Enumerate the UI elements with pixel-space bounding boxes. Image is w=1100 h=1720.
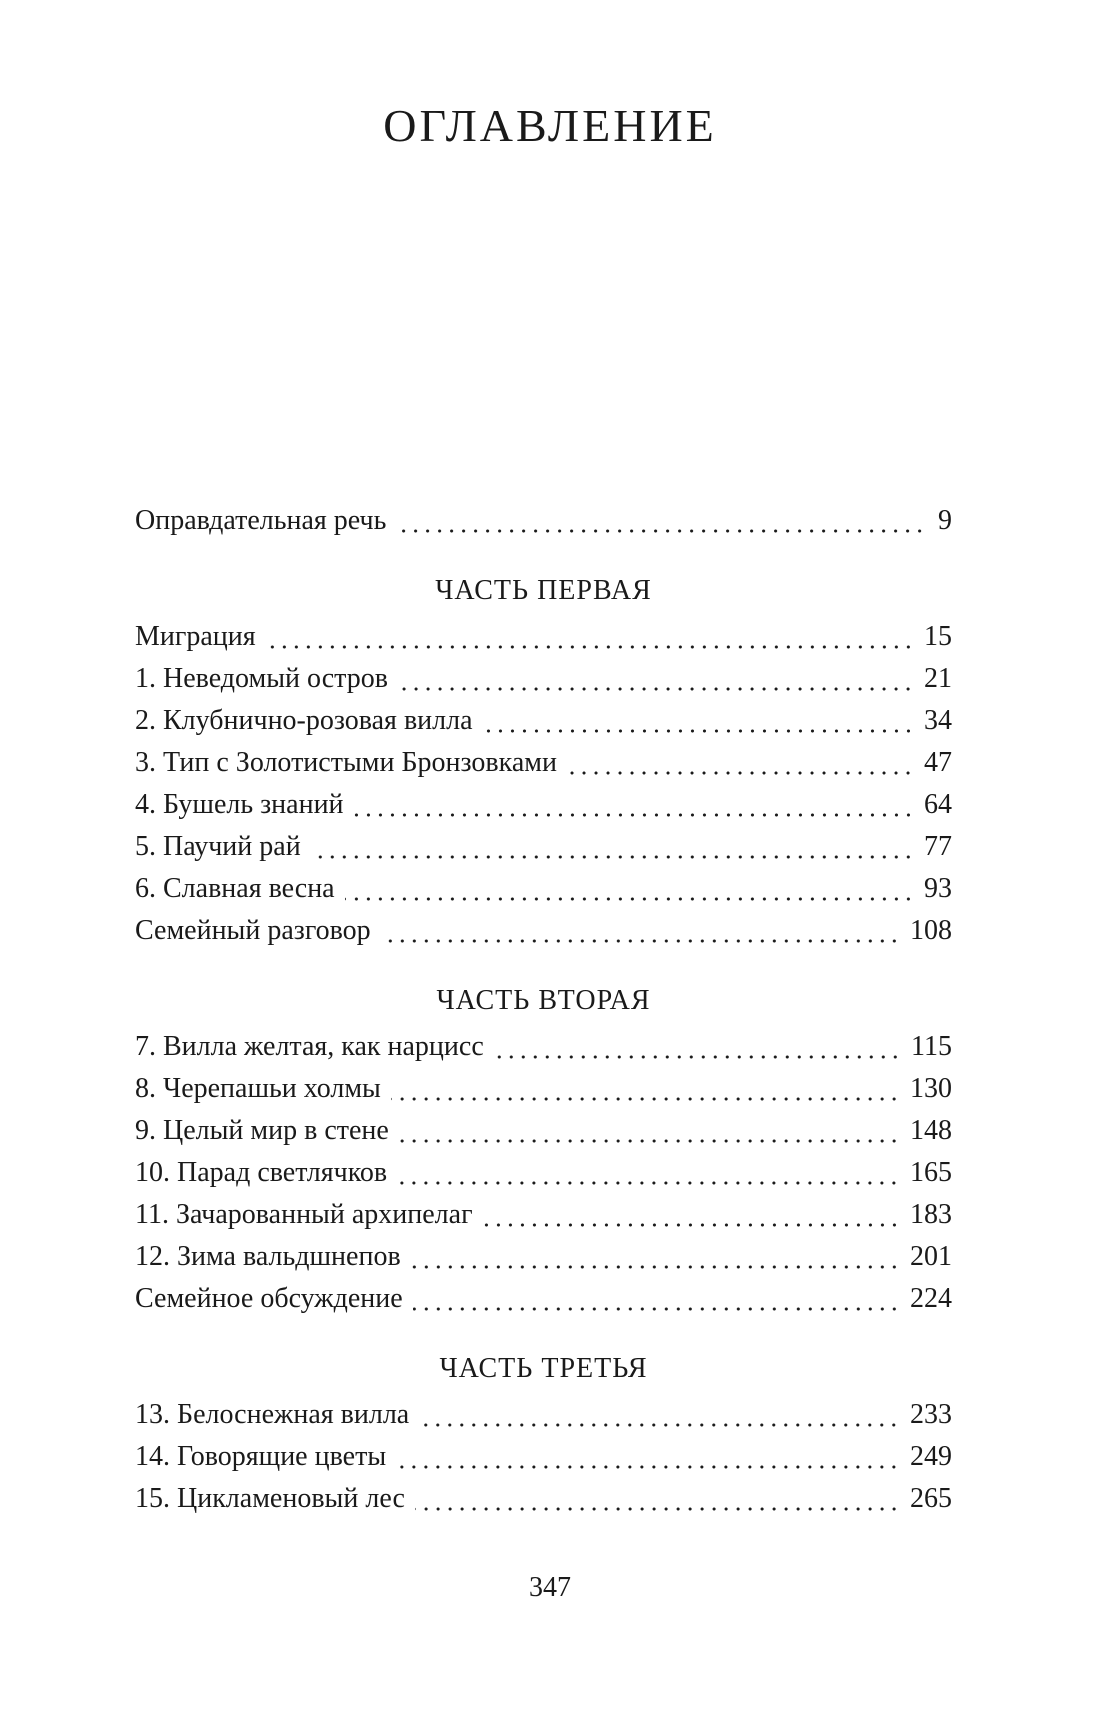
toc-entry [135, 1068, 952, 1110]
page-title: ОГЛАВЛЕНИЕ [383, 100, 717, 151]
part-heading-1: ЧАСТЬ ПЕРВАЯ [435, 575, 652, 606]
toc-entry-label: 7. Вилла желтая, как нарцисс [135, 1031, 484, 1062]
toc-entry-label: 10. Парад светлячков [135, 1157, 388, 1188]
toc-entry [135, 1194, 952, 1236]
toc-entry-page: 130 [910, 1073, 952, 1104]
dot-leader [419, 1423, 900, 1427]
toc-entry-label: 6. Славная весна [135, 873, 335, 904]
toc-entry-intro [135, 500, 952, 542]
dot-leader [415, 1507, 900, 1511]
toc-entry-page: 108 [910, 915, 952, 946]
toc-entry-label: 15. Цикламеновый лес [135, 1483, 405, 1514]
toc-entry-label: 14. Говорящие цветы [135, 1441, 387, 1472]
part-heading-3: ЧАСТЬ ТРЕТЬЯ [439, 1353, 648, 1384]
toc-entry-label: 5. Паучий рай [135, 831, 301, 862]
dot-leader [396, 1465, 900, 1469]
toc-entry-page: 21 [924, 663, 952, 694]
dot-leader [391, 1097, 900, 1101]
dot-leader [266, 645, 914, 649]
toc-entry [135, 616, 952, 658]
dot-leader [411, 1265, 900, 1269]
toc-entry [135, 1394, 952, 1436]
toc-entry-page: 249 [910, 1441, 952, 1472]
toc-entry-page: 93 [924, 873, 952, 904]
toc-entry-page: 183 [910, 1199, 952, 1230]
dot-leader [413, 1307, 900, 1311]
toc-entry [135, 910, 952, 952]
toc-entry [135, 700, 952, 742]
toc-entry [135, 1110, 952, 1152]
dot-leader [345, 897, 914, 901]
dot-leader [398, 687, 914, 691]
toc-entry-label: Семейное обсуждение [135, 1283, 403, 1314]
toc-entry-label: 11. Зачарованный архипелаг [135, 1199, 473, 1230]
toc-entry-page: 165 [910, 1157, 952, 1188]
page-number: 347 [529, 1572, 571, 1603]
toc-entry-page: 64 [924, 789, 952, 820]
dot-leader [396, 529, 926, 533]
toc-entry-label: 2. Клубнично-розовая вилла [135, 705, 473, 736]
toc-entry-page: 47 [924, 747, 952, 778]
toc-entry [135, 1236, 952, 1278]
toc-entry-label: Миграция [135, 621, 256, 652]
toc-entry-label: 9. Целый мир в стене [135, 1115, 389, 1146]
toc-entry-label: 4. Бушель знаний [135, 789, 344, 820]
toc-entry-page: 224 [910, 1283, 952, 1314]
toc-entry [135, 658, 952, 700]
dot-leader [494, 1055, 901, 1059]
table-of-contents [135, 500, 952, 1520]
toc-entry [135, 1478, 952, 1520]
dot-leader [381, 939, 900, 943]
toc-entry [135, 1152, 952, 1194]
toc-entry-page: 265 [910, 1483, 952, 1514]
toc-entry-page: 15 [924, 621, 952, 652]
dot-leader [483, 1223, 900, 1227]
toc-entry-label: Семейный разговор [135, 915, 371, 946]
dot-leader [483, 729, 914, 733]
toc-entry-label: 12. Зима вальдшнепов [135, 1241, 401, 1272]
toc-entry [135, 868, 952, 910]
toc-entry-page: 77 [924, 831, 952, 862]
toc-entry [135, 1436, 952, 1478]
dot-leader [399, 1139, 900, 1143]
toc-entry-page: 233 [910, 1399, 952, 1430]
toc-entry [135, 1026, 952, 1068]
toc-entry-label: 1. Неведомый остров [135, 663, 388, 694]
toc-entry [135, 826, 952, 868]
dot-leader [354, 813, 914, 817]
toc-entry-label: 8. Черепашьи холмы [135, 1073, 381, 1104]
toc-entry [135, 1278, 952, 1320]
toc-entry-page: 115 [911, 1031, 952, 1062]
toc-entry-label: 3. Тип с Золотистыми Бронзовками [135, 747, 557, 778]
toc-entry-page: 9 [938, 505, 952, 536]
toc-entry [135, 784, 952, 826]
toc-entry-label: Оправдательная речь [135, 505, 387, 536]
toc-entry-page: 148 [910, 1115, 952, 1146]
toc-entry-page: 34 [924, 705, 952, 736]
dot-leader [397, 1181, 900, 1185]
dot-leader [567, 771, 914, 775]
toc-entry-page: 201 [910, 1241, 952, 1272]
toc-entry-label: 13. Белоснежная вилла [135, 1399, 410, 1430]
part-heading-2: ЧАСТЬ ВТОРАЯ [436, 985, 651, 1016]
toc-entry [135, 742, 952, 784]
dot-leader [311, 855, 914, 859]
